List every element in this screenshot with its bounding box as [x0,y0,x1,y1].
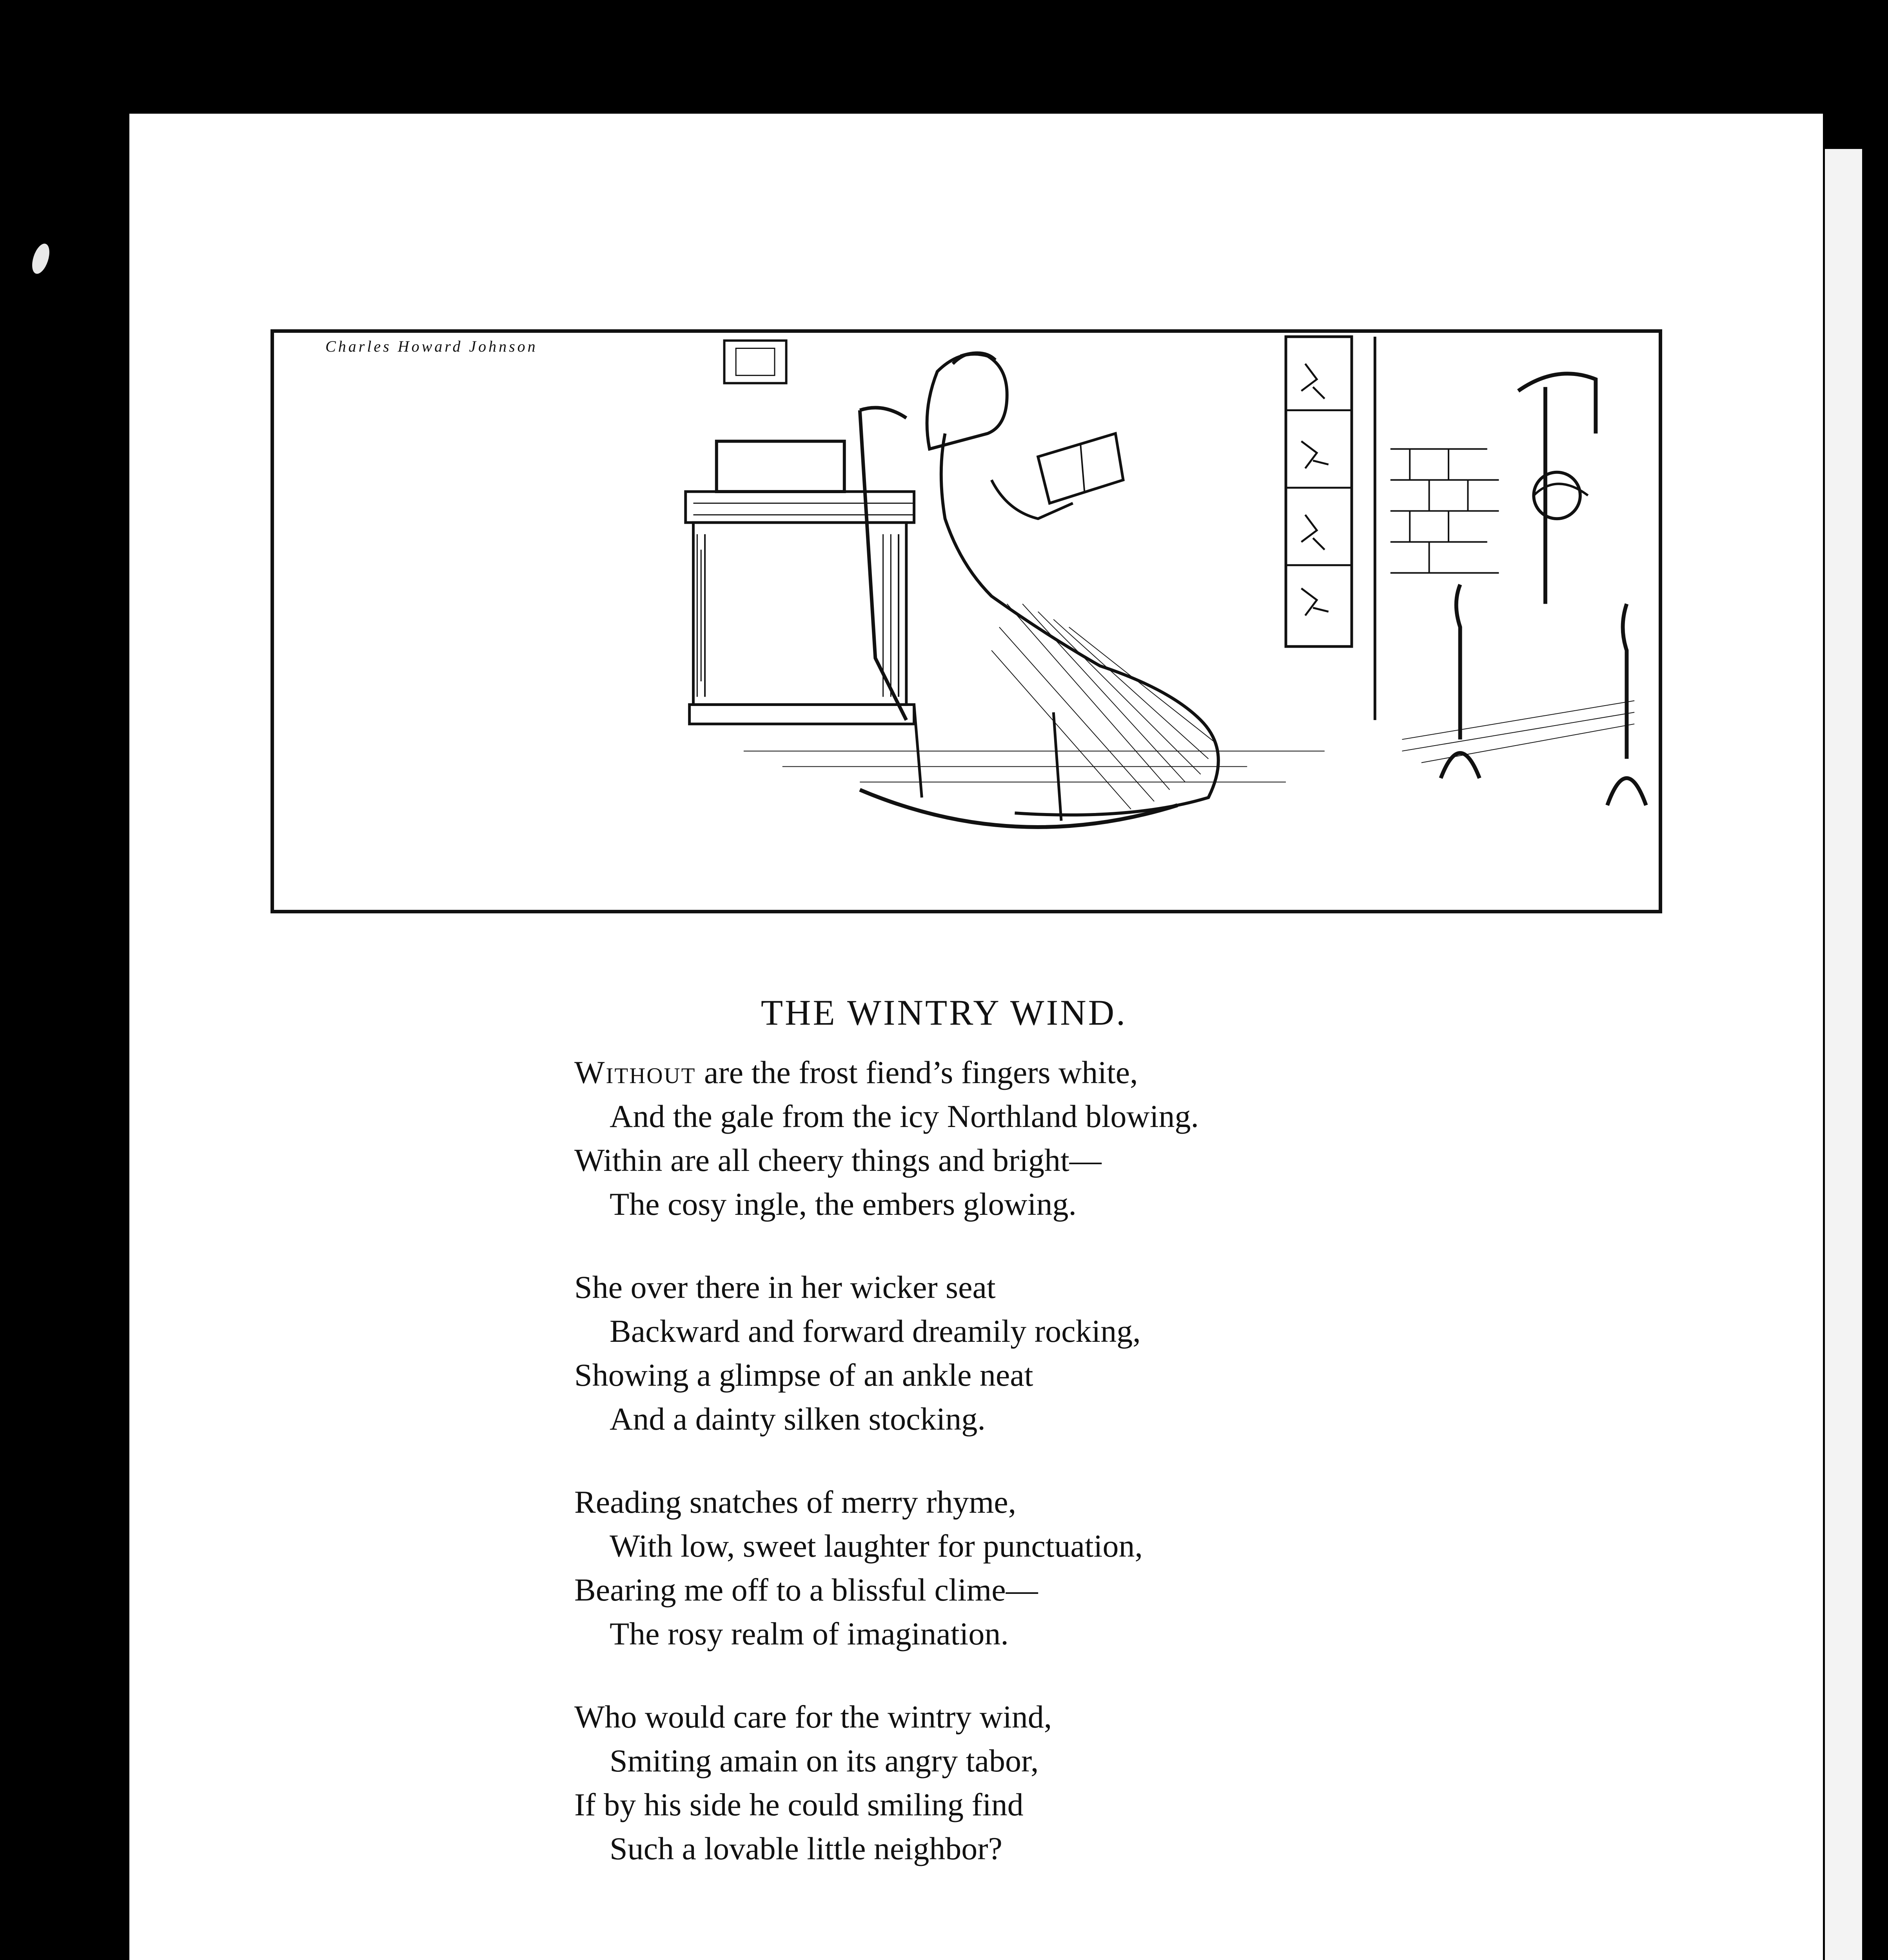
poem-line: Bearing me off to a blissful clime— [574,1572,1038,1608]
artist-signature: Charles Howard Johnson [325,338,538,355]
poem-line: Smiting amain on its angry tabor, [610,1743,1039,1779]
stanza-2 [574,1265,1199,1441]
stanza-3 [574,1480,1199,1656]
adjacent-page-edge [1825,149,1862,1960]
poem-line: With low, sweet laughter for punctuation, [610,1528,1143,1564]
drop-word: Without [574,1054,696,1090]
illustration-wind-crowd [270,1933,1674,1960]
illustration-woman-reading [270,329,1662,913]
poem-line: If by his side he could smiling find [574,1787,1024,1822]
poem-line: Within are all cheery things and bright— [574,1142,1102,1178]
poem-line [574,1051,1199,1094]
poem-line: Such a lovable little neighbor? [610,1831,1002,1866]
stanza-4 [574,1695,1199,1871]
poem-line: Showing a glimpse of an ankle neat [574,1357,1033,1393]
scan-speck [29,241,53,276]
poem-line: And a dainty silken stocking. [610,1401,986,1437]
poem-line: Reading snatches of merry rhyme, [574,1484,1017,1520]
poem-body [574,1051,1199,1910]
line-rest: are the frost fiend’s fingers white, [696,1054,1138,1090]
poem-line: And the gale from the icy Northland blowing. [610,1098,1199,1134]
poem-title: THE WINTRY WIND. [761,993,1127,1033]
poem-line: She over there in her wicker seat [574,1269,996,1305]
poem-line: Who would care for the wintry wind, [574,1699,1052,1735]
poem-line: Backward and forward dreamily rocking, [610,1313,1141,1349]
poem-line: The rosy realm of imagination. [610,1616,1009,1651]
poem-line: The cosy ingle, the embers glowing. [610,1186,1077,1222]
stanza-1 [574,1051,1199,1226]
